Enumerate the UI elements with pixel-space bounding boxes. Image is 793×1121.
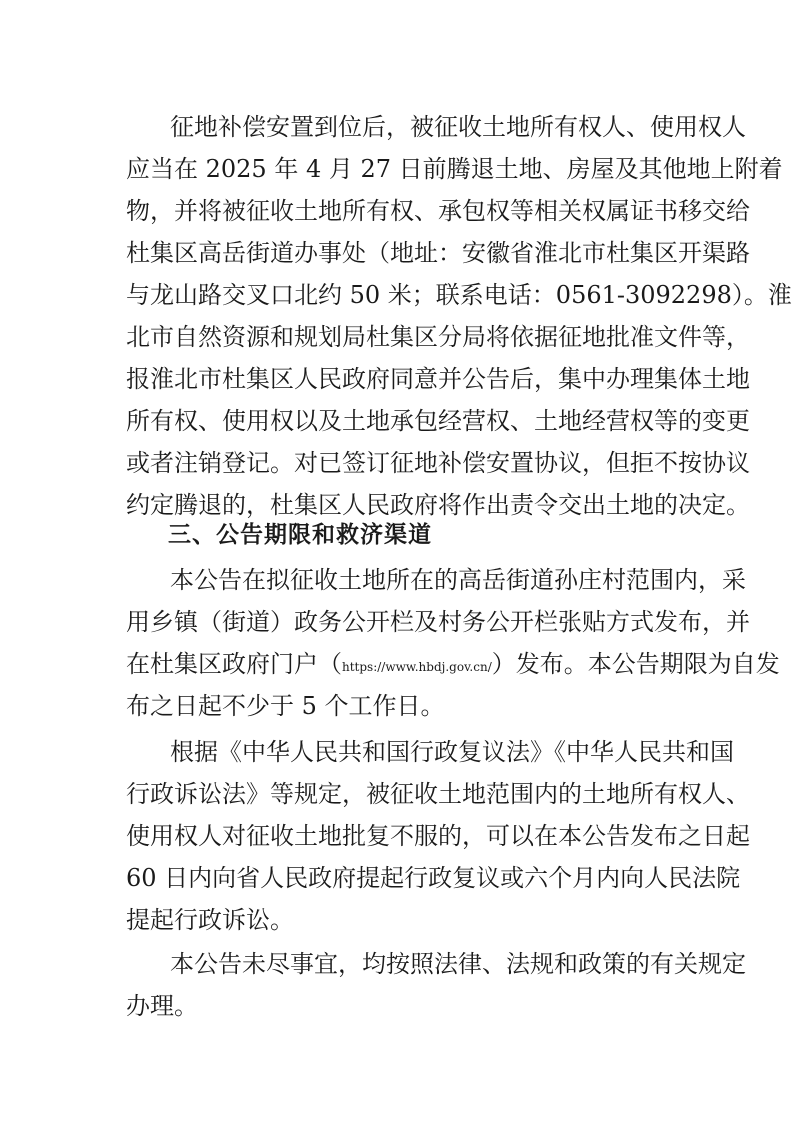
paragraph-1-line-7: 报淮北市杜集区人民政府同意并公告后，集中办理集体土地 bbox=[126, 365, 750, 393]
portal-url-text: https://www.hbdj.gov.cn/ bbox=[342, 660, 492, 674]
paragraph-2-line-4: 布之日起不少于 5 个工作日。 bbox=[126, 692, 445, 720]
paragraph-1-line-2: 应当在 2025 年 4 月 27 日前腾退土地、房屋及其他地上附着 bbox=[126, 155, 783, 183]
paragraph-1-line-8: 所有权、使用权以及土地承包经营权、土地经营权等的变更 bbox=[126, 407, 750, 435]
paragraph-3-line-2: 行政诉讼法》等规定，被征收土地范围内的土地所有权人、 bbox=[126, 780, 750, 808]
paragraph-3-line-4: 60 日内向省人民政府提起行政复议或六个月内向人民法院 bbox=[126, 864, 741, 892]
paragraph-2-line-3-after: ）发布。本公告期限为自发 bbox=[491, 650, 780, 678]
paragraph-3-line-1: 根据《中华人民共和国行政复议法》《中华人民共和国 bbox=[170, 738, 734, 766]
paragraph-3-line-3: 使用权人对征收土地批复不服的，可以在本公告发布之日起 bbox=[126, 822, 750, 850]
paragraph-4-line-2: 办理。 bbox=[126, 992, 198, 1020]
paragraph-4-line-1: 本公告未尽事宜，均按照法律、法规和政策的有关规定 bbox=[170, 950, 746, 978]
paragraph-2-line-3-before: 在杜集区政府门户（ bbox=[126, 650, 342, 678]
paragraph-1-line-5: 与龙山路交叉口北约 50 米；联系电话：0561-3092298）。淮 bbox=[126, 281, 792, 309]
paragraph-1-line-6: 北市自然资源和规划局杜集区分局将依据征地批准文件等， bbox=[126, 323, 750, 351]
paragraph-1-line-1: 征地补偿安置到位后，被征收土地所有权人、使用权人 bbox=[170, 113, 746, 141]
paragraph-2-line-2: 用乡镇（街道）政务公开栏及村务公开栏张贴方式发布，并 bbox=[126, 608, 750, 636]
paragraph-2-line-3 bbox=[126, 646, 780, 682]
paragraph-2-line-1: 本公告在拟征收土地所在的高岳街道孙庄村范围内，采 bbox=[170, 566, 746, 594]
paragraph-1-line-9: 或者注销登记。对已签订征地补偿安置协议，但拒不按协议 bbox=[126, 449, 750, 477]
section-heading: 三、公告期限和救济渠道 bbox=[168, 522, 432, 548]
paragraph-1-line-4: 杜集区高岳街道办事处（地址：安徽省淮北市杜集区开渠路 bbox=[126, 239, 750, 267]
paragraph-1-line-10: 约定腾退的，杜集区人民政府将作出责令交出土地的决定。 bbox=[126, 491, 750, 519]
paragraph-3-line-5: 提起行政诉讼。 bbox=[126, 906, 294, 934]
paragraph-1-line-3: 物，并将被征收土地所有权、承包权等相关权属证书移交给 bbox=[126, 197, 750, 225]
